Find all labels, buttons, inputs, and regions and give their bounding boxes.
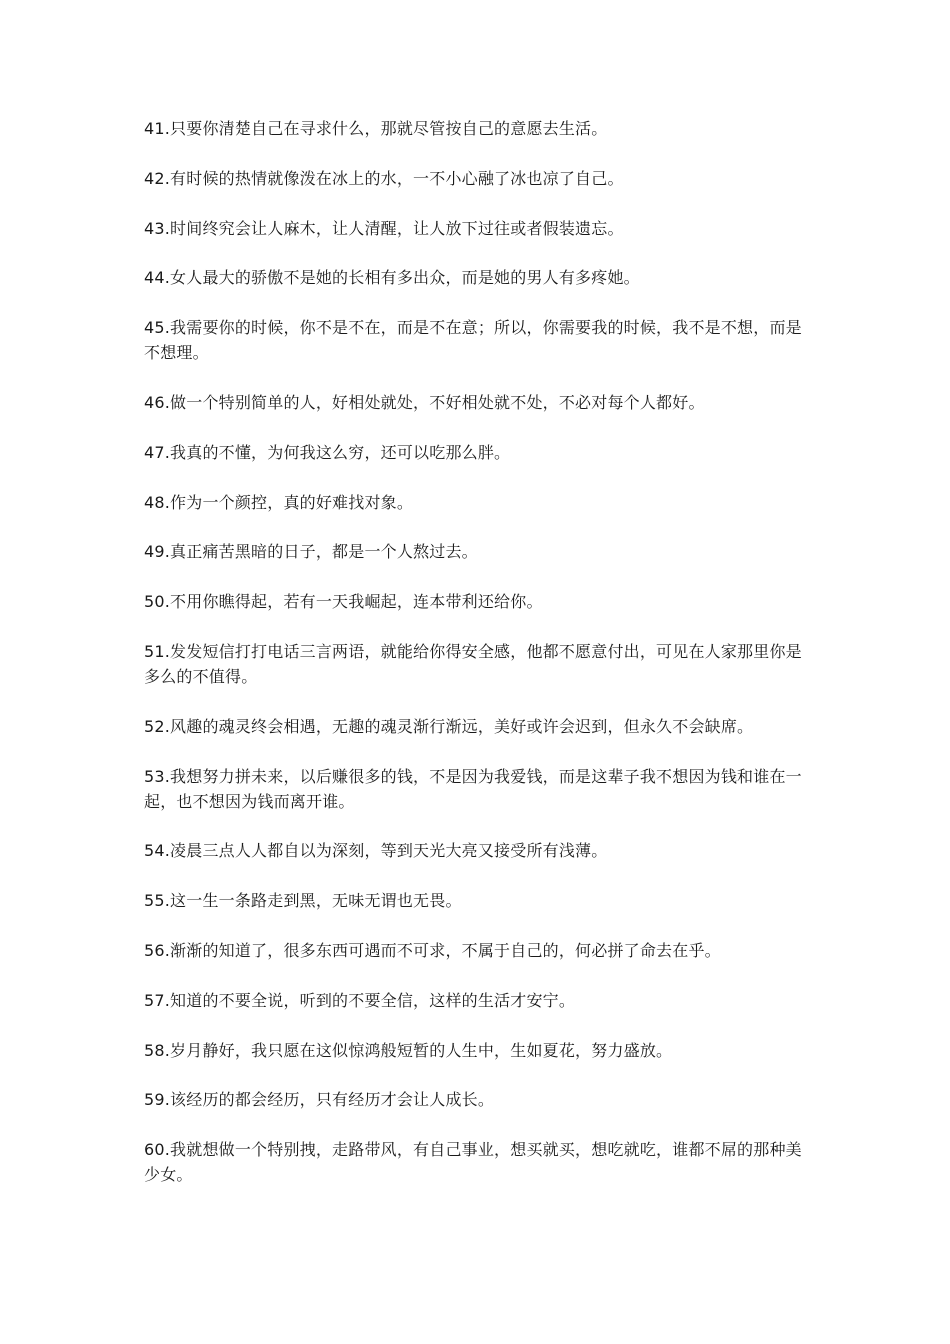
quote-53: 53.我想努力拼未来，以后赚很多的钱，不是因为我爱钱，而是这辈子我不想因为钱和谁在一起，也不想因为钱而离开谁。 — [144, 766, 802, 811]
quote-45: 45.我需要你的时候，你不是不在，而是不在意；所以，你需要我的时候，我不是不想，而是不想理。 — [144, 318, 802, 363]
quote-47: 47.我真的不懂，为何我这么穷，还可以吃那么胖。 — [144, 442, 511, 462]
quote-50: 50.不用你瞧得起，若有一天我崛起，连本带利还给你。 — [144, 592, 543, 612]
quote-57: 57.知道的不要全说，听到的不要全信，这样的生活才安宁。 — [144, 990, 576, 1010]
quote-48: 48.作为一个颜控，真的好难找对象。 — [144, 492, 414, 512]
quote-52: 52.风趣的魂灵终会相遇，无趣的魂灵渐行渐远，美好或许会迟到，但永久不会缺席。 — [144, 716, 754, 736]
quote-60: 60.我就想做一个特别拽，走路带风，有自己事业，想买就买，想吃就吃，谁都不屌的那种美少女。 — [144, 1140, 802, 1185]
quote-46: 46.做一个特别简单的人，好相处就处，不好相处就不处，不必对每个人都好。 — [144, 392, 705, 412]
quote-55: 55.这一生一条路走到黑，无味无谓也无畏。 — [144, 891, 462, 911]
quote-49: 49.真正痛苦黑暗的日子，都是一个人熬过去。 — [144, 542, 478, 562]
quote-56: 56.渐渐的知道了，很多东西可遇而不可求，不属于自己的，何必拼了命去在乎。 — [144, 940, 721, 960]
quote-list — [144, 116, 808, 1212]
quote-58: 58.岁月静好，我只愿在这似惊鸿般短暂的人生中，生如夏花，努力盛放。 — [144, 1040, 673, 1060]
quote-41: 41.只要你清楚自己在寻求什么，那就尽管按自己的意愿去生活。 — [144, 119, 608, 138]
quote-51: 51.发发短信打打电话三言两语，就能给你得安全感，他都不愿意付出，可见在人家那里你是多么的不值得。 — [144, 641, 802, 686]
quote-59: 59.该经历的都会经历，只有经历才会让人成长。 — [144, 1090, 495, 1110]
quote-44: 44.女人最大的骄傲不是她的长相有多出众，而是她的男人有多疼她。 — [144, 268, 640, 288]
quote-43: 43.时间终究会让人麻木，让人清醒，让人放下过往或者假装遗忘。 — [144, 218, 624, 238]
quote-54: 54.凌晨三点人人都自以为深刻，等到天光大亮又接受所有浅薄。 — [144, 841, 608, 861]
quote-42: 42.有时候的热情就像泼在冰上的水，一不小心融了冰也凉了自己。 — [144, 168, 624, 188]
